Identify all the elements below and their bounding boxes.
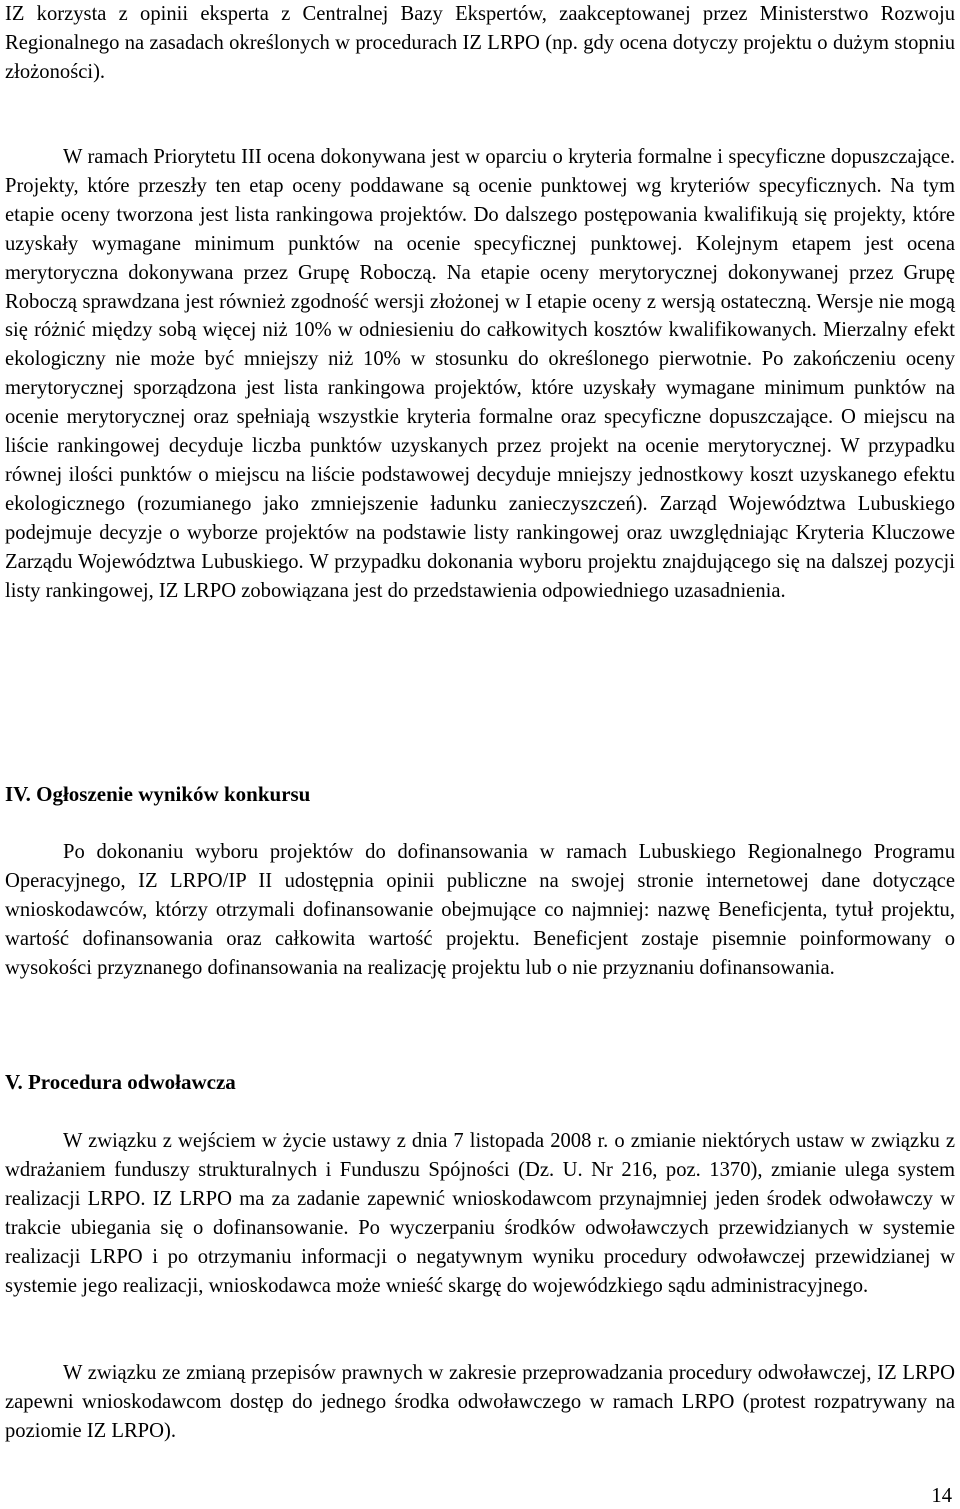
paragraph-results-publication: Po dokonaniu wyboru projektów do dofinansowania w ramach Lubuskiego Regionalnego Programu Operacyjnego, IZ LRPO/IP II udostępnia opinii publiczne na swojej stronie internetowej dane dotyczące wnioskodawców, którzy otrzymali dofinansowanie obejmujące co najmniej: nazwę Beneficjenta, tytuł projektu, wartość dofinansowania oraz całkowita wartość projektu. Beneficjent zostaje pisemnie poinformowany o wysokości przyznanego dofinansowania na realizację projektu lub o nie przyznaniu dofinansowania. — [5, 841, 955, 979]
section-heading-appeal-procedure: V. Procedura odwoławcza — [5, 1070, 236, 1094]
paragraph-priority-iii-evaluation: W ramach Priorytetu III ocena dokonywana jest w oparciu o kryteria formalne i specyficzne dopuszczające. Projekty, które przeszły ten etap oceny poddawane są ocenie punktowej wg kryteriów specyficznych. Na tym etapie oceny tworzona jest lista rankingowa projektów. Do dalszego postępowania kwalifikują się projekty, które uzyskały wymagane minimum punktów na ocenie specyficznej punktowej. Kolejnym etapem jest ocena merytoryczna dokonywana przez Grupę Roboczą. Na etapie oceny merytorycznej dokonywanej przez Grupę Roboczą sprawdzana jest również zgodność wersji złożonej w I etapie oceny z wersją ostateczną. Wersje nie mogą się różnić między sobą więcej niż 10% w odniesieniu do całkowitych kosztów kwalifikowanych. Mierzalny efekt ekologiczny nie może być mniejszy niż 10% w stosunku do określonego pierwotnie. Po zakończeniu oceny merytorycznej sporządzona jest lista rankingowa projektów, które uzyskały wymagane minimum punktów na ocenie merytorycznej oraz spełniają wszystkie kryteria formalne oraz specyficzne dopuszczające. O miejscu na liście rankingowej decyduje liczba punktów uzyskanych przez projekt na ocenie merytorycznej. W przypadku równej ilości punktów o miejscu na liście podstawowej decyduje mniejszy jednostkowy koszt uzyskanego efektu ekologicznego (rozumianego jako zmniejszenie ładunku zanieczyszczeń). Zarząd Województwa Lubuskiego podejmuje decyzje o wyborze projektów na podstawie listy rankingowej oraz uwzględniając Kryteria Kluczowe Zarządu Województwa Lubuskiego. W przypadku dokonania wyboru projektu znajdującego się na dalszej pozycji listy rankingowej, IZ LRPO zobowiązana jest do przedstawienia odpowiedniego uzasadnienia. — [5, 146, 955, 602]
section-heading-results-announcement: IV. Ogłoszenie wyników konkursu — [5, 782, 311, 806]
paragraph-expert-opinion: IZ korzysta z opinii eksperta z Centralnej Bazy Ekspertów, zaakceptowanej przez Ministerstwo Rozwoju Regionalnego na zasadach określonych w procedurach IZ LRPO (np. gdy ocena dotyczy projektu o dużym stopniu złożoności). — [5, 3, 955, 83]
paragraph-appeal-access: W związku ze zmianą przepisów prawnych w zakresie przeprowadzania procedury odwoławczej, IZ LRPO zapewni wnioskodawcom dostęp do jednego środka odwoławczego w ramach LRPO (protest rozpatrywany na poziomie IZ LRPO). — [5, 1362, 955, 1442]
paragraph-appeal-law-change: W związku z wejściem w życie ustawy z dnia 7 listopada 2008 r. o zmianie niektórych ustaw w związku z wdrażaniem funduszy strukturalnych i Funduszu Spójności (Dz. U. Nr 216, poz. 1370), zmianie ulega system realizacji LRPO. IZ LRPO ma za zadanie zapewnić wnioskodawcom przynajmniej jeden środek odwoławczy w trakcie ubiegania się o dofinansowanie. Po wyczerpaniu środków odwoławczych przewidzianych w systemie realizacji LRPO i po otrzymaniu informacji o negatywnym wyniku procedury odwoławczej przewidzianej w systemie jego realizacji, wnioskodawca może wnieść skargę do wojewódzkiego sądu administracyjnego. — [5, 1130, 955, 1297]
page-number: 14 — [931, 1485, 952, 1507]
